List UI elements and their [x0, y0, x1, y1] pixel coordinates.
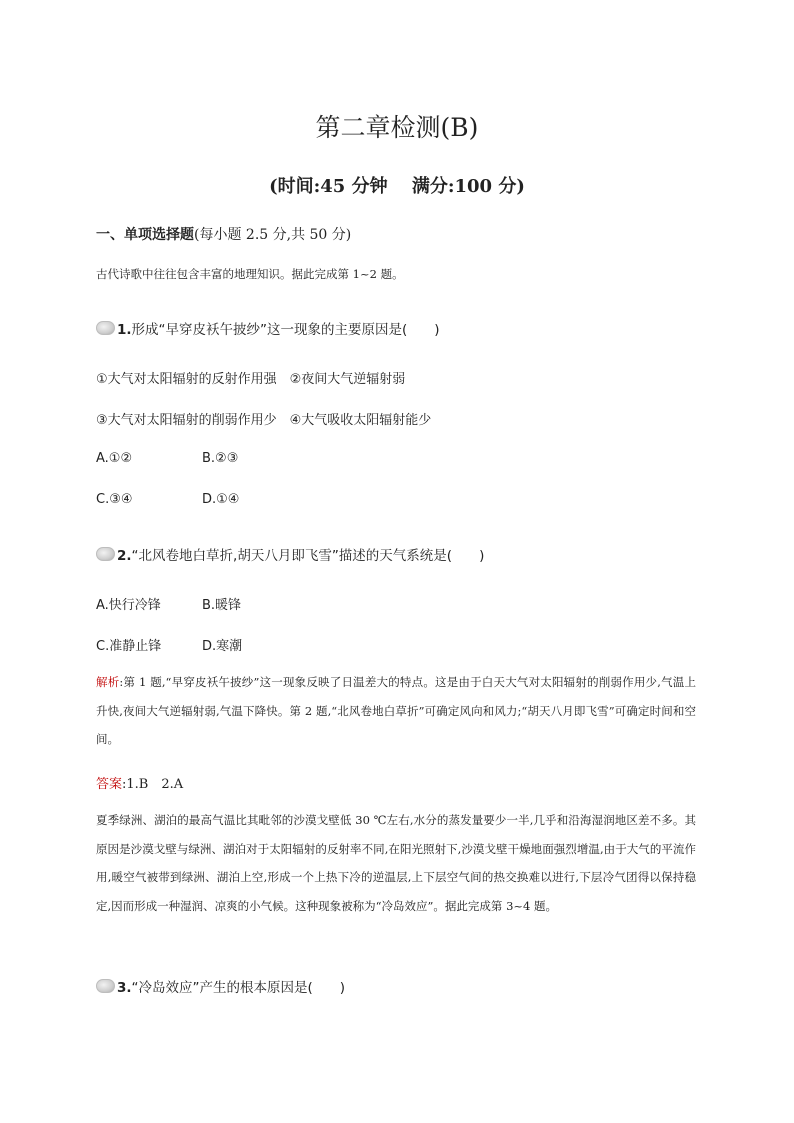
question-2 [96, 544, 484, 564]
statement-line: ③大气对太阳辐射的削弱作用少 ④大气吸收太阳辐射能少 [96, 413, 432, 428]
option-c[interactable]: C.准静止锋 [96, 639, 162, 654]
analysis-text: :第 1 题,“早穿皮袄午披纱”这一现象反映了日温差大的特点。这是由于白天大气对太阳辐射的削弱作用少,气温上升快,夜间大气逆辐射弱,气温下降快。第 2 题,“北风卷地白草折”可确定风向和风力;“胡天八月即飞雪”可确定时间和空间。 [96, 675, 697, 746]
section-heading [96, 224, 351, 244]
option-a[interactable]: A.快行冷锋 [96, 598, 161, 613]
question-text: “北风卷地白草折,胡天八月即飞雪”描述的天气系统是( ) [131, 548, 485, 564]
analysis-label: 解析 [96, 675, 120, 689]
question-text: “冷岛效应”产生的根本原因是( ) [131, 980, 346, 996]
bubble-icon[interactable] [96, 979, 115, 993]
option-c[interactable]: C.③④ [96, 492, 133, 507]
option-b[interactable]: B.暖锋 [202, 598, 242, 613]
statement-line: ①大气对太阳辐射的反射作用强 ②夜间大气逆辐射弱 [96, 372, 406, 387]
intro-text-1: 古代诗歌中往往包含丰富的地理知识。据此完成第 1~2 题。 [96, 267, 404, 281]
question-text: 形成“早穿皮袄午披纱”这一现象的主要原因是( ) [131, 322, 440, 338]
option-d[interactable]: D.寒潮 [202, 639, 243, 654]
question-1 [96, 318, 440, 338]
bubble-icon[interactable] [96, 321, 115, 335]
question-number: 1. [117, 322, 132, 338]
question-number: 2. [117, 548, 132, 564]
answer-text: :1.B 2.A [122, 777, 184, 792]
section-note: (每小题 2.5 分,共 50 分) [194, 227, 352, 243]
option-d[interactable]: D.①④ [202, 492, 240, 507]
analysis-block [96, 668, 696, 754]
option-b[interactable]: B.②③ [202, 451, 239, 466]
section-title: 一、单项选择题 [96, 227, 194, 243]
answer-label: 答案 [96, 777, 123, 792]
bubble-icon[interactable] [96, 547, 115, 561]
question-number: 3. [117, 980, 132, 996]
page-title: 第二章检测(B) [315, 113, 479, 142]
answer-block [96, 773, 183, 792]
exam-info: (时间:45 分钟 满分:100 分) [269, 176, 525, 197]
option-a[interactable]: A.①② [96, 451, 133, 466]
question-3 [96, 976, 345, 996]
intro-text-2: 夏季绿洲、湖泊的最高气温比其毗邻的沙漠戈壁低 30 ℃左右,水分的蒸发量要少一半,几乎和沿海湿润地区差不多。其原因是沙漠戈壁与绿洲、湖泊对于太阳辐射的反射率不同,在阳光照射下,沙漠戈壁干燥地面强烈增温,由于大气的平流作用,暖空气被带到绿洲、湖泊上空,形成一个上热下冷的逆温层,上下层空气间的热交换难以进行,下层冷气团得以保持稳定,因而形成一种湿润、凉爽的小气候。这种现象被称为“冷岛效应”。据此完成第 3~4 题。 [96, 813, 696, 913]
